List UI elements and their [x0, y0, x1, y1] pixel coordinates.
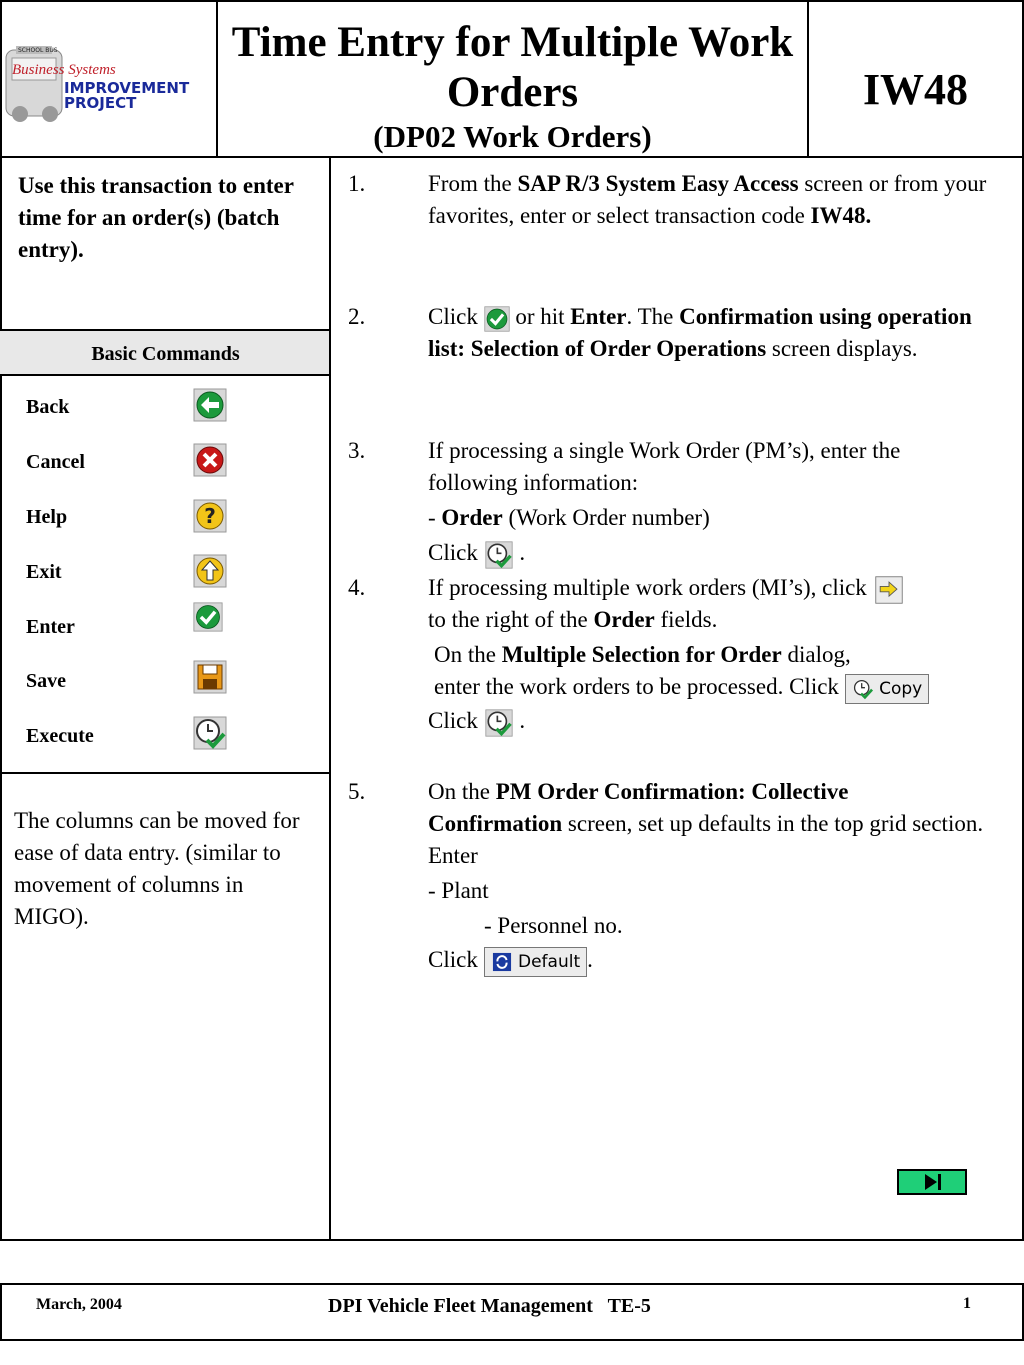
step-1-text: From the SAP R/3 System Easy Access screen or from your favorites, enter or select transaction code IW48.	[428, 171, 987, 228]
footer-title: DPI Vehicle Fleet Management TE-5	[328, 1295, 651, 1317]
logo-badge: SCHOOL BUS	[18, 47, 58, 54]
logo-line-3: PROJECT	[64, 94, 137, 112]
step-5-text: On the PM Order Confirmation: Collective Confirmation screen, set up defaults in the top grid section. Enter	[428, 779, 984, 868]
step-5-plant: - Plant	[428, 878, 489, 903]
logo-panel	[0, 0, 218, 158]
execute-clock-icon[interactable]	[193, 716, 227, 750]
copy-button[interactable]	[845, 674, 930, 704]
intro-text: Use this transaction to enter time for an order(s) (batch entry).	[18, 173, 294, 262]
step-4-number: 4.	[348, 575, 366, 600]
enter-checkmark-icon[interactable]	[484, 306, 510, 332]
step-4-text: If processing multiple work orders (MI’s), click	[428, 572, 988, 605]
exit-up-arrow-icon[interactable]	[193, 554, 227, 588]
step-4-click-line: Click .	[428, 705, 988, 737]
title-panel	[216, 0, 809, 158]
copy-button-label: Copy	[879, 678, 923, 699]
step-3-text: If processing a single Work Order (PM’s), enter the following information:	[428, 438, 901, 495]
svg-text:?: ?	[204, 504, 216, 528]
step-2-text: Click or hit Enter. The Confirmation using operation list: Selection of Order Operations screen displays.	[428, 304, 972, 361]
page-title: Time Entry for Multiple Work Orders	[231, 19, 794, 116]
transaction-code-panel	[807, 0, 1024, 158]
step-4-line-2: to the right of the Order fields.	[428, 607, 718, 632]
command-execute-label: Execute	[26, 725, 94, 747]
command-exit-label: Exit	[26, 561, 62, 583]
step-2-number: 2.	[348, 304, 366, 329]
default-button[interactable]	[484, 947, 588, 977]
command-help-label: Help	[26, 506, 68, 528]
step-3-order-line: - Order (Work Order number)	[428, 505, 710, 530]
enter-checkmark-icon[interactable]	[193, 602, 223, 632]
save-disk-icon[interactable]	[193, 660, 227, 694]
execute-clock-icon	[852, 678, 874, 700]
back-arrow-icon[interactable]	[193, 388, 227, 422]
footer-page-number: 1	[963, 1295, 971, 1312]
columns-note: The columns can be moved for ease of data entry. (similar to movement of columns in MIGO).	[14, 808, 300, 929]
left-column	[0, 156, 331, 1241]
commands-divider	[0, 772, 331, 774]
footer-date: March, 2004	[36, 1296, 122, 1313]
command-back-label: Back	[26, 396, 70, 418]
step-5-number: 5.	[348, 779, 366, 804]
help-question-icon[interactable]	[193, 499, 227, 533]
school-bus-logo-icon	[2, 2, 216, 156]
skip-forward-icon	[899, 1171, 965, 1193]
step-3-number: 3.	[348, 438, 366, 463]
execute-clock-icon[interactable]	[484, 541, 514, 569]
basic-commands-heading: Basic Commands	[0, 329, 331, 376]
step-5-click-line: Click Default .	[428, 944, 988, 977]
command-save-label: Save	[26, 670, 66, 692]
cancel-x-icon[interactable]	[193, 443, 227, 477]
refresh-icon	[491, 951, 513, 973]
command-cancel-label: Cancel	[26, 451, 85, 473]
transaction-code: IW48	[862, 65, 969, 114]
step-5-personnel: - Personnel no.	[484, 913, 623, 938]
step-4-line-3: On the Multiple Selection for Order dialog,	[434, 642, 851, 667]
default-button-label: Default	[518, 951, 581, 972]
step-3-click-line: Click .	[428, 537, 988, 569]
page-subtitle: (DP02 Work Orders)	[373, 119, 652, 154]
multiple-selection-arrow-icon[interactable]	[873, 575, 905, 605]
logo-line-1: Business Systems	[12, 62, 116, 78]
step-1-number: 1.	[348, 171, 366, 196]
command-enter-label: Enter	[26, 616, 75, 638]
execute-clock-icon[interactable]	[484, 709, 514, 737]
logo-line-2: IMPROVEMENT	[64, 79, 190, 97]
step-4-line-4: enter the work orders to be processed. Click Copy	[434, 671, 1014, 704]
next-page-button[interactable]	[897, 1169, 967, 1195]
